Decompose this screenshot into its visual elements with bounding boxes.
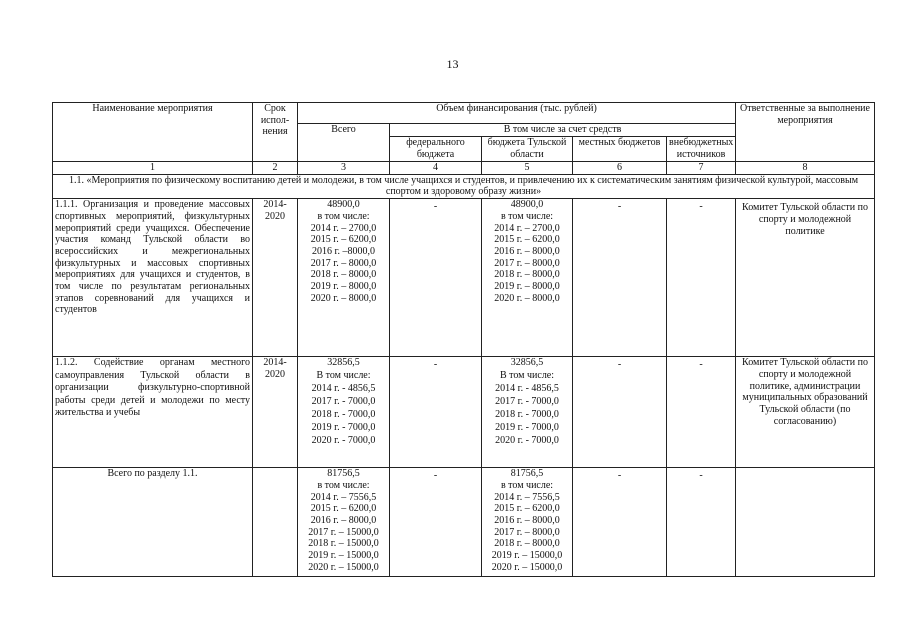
federal-cell: - — [390, 199, 482, 357]
federal-cell: - — [390, 357, 482, 468]
col-number: 2 — [253, 162, 298, 175]
amount-line: 2019 г. - 7000,0 — [311, 421, 376, 433]
header-federal: федерального бюджета — [390, 137, 482, 162]
header-regional: бюджета Тульской области — [482, 137, 573, 162]
amount-line: 2017 г. – 8000,0 — [494, 526, 560, 538]
amount-line: 2020 г. – 15000,0 — [308, 561, 379, 573]
amount-line: 2019 г. – 8000,0 — [494, 281, 560, 293]
federal-cell: - — [390, 468, 482, 577]
total-cell — [298, 357, 390, 468]
amount-line: 2014 г. – 7556,5 — [310, 491, 377, 503]
col-number: 4 — [390, 162, 482, 175]
header-including: В том числе за счет средств — [390, 124, 736, 137]
amount-line: 2020 г. – 8000,0 — [494, 292, 560, 304]
amount-line: 2015 г. – 6200,0 — [310, 234, 377, 246]
amount-line: В том числе: — [499, 370, 555, 382]
table-row — [53, 468, 875, 577]
amount-line: 2019 г. – 15000,0 — [491, 550, 563, 562]
amount-line: 2020 г. - 7000,0 — [495, 434, 559, 446]
amount-line: 2014 г. – 7556,5 — [494, 491, 560, 503]
col-number: 8 — [736, 162, 875, 175]
amount-line: 81756,5 — [327, 468, 360, 480]
section-title: 1.1. «Мероприятия по физическому воспитанию детей и молодежи, в том числе учащихся и студентов, и привлечению их к систематическим занятиям физической культурой, массовым спортом и здоровому образу жизни» — [53, 174, 875, 198]
local-cell: - — [573, 357, 667, 468]
amount-line: 2014 г. – 2700,0 — [494, 222, 560, 234]
header-volume: Объем финансирования (тыс. рублей) — [298, 103, 736, 124]
header-extra: внебюджетных источников — [667, 137, 736, 162]
section-row — [53, 174, 875, 198]
amount-line: 48900,0 — [327, 199, 360, 211]
amount-line: 2017 г. – 8000,0 — [494, 257, 560, 269]
amount-line: 2019 г. - 7000,0 — [495, 421, 559, 433]
total-cell — [298, 468, 390, 577]
col-number: 3 — [298, 162, 390, 175]
local-cell: - — [573, 199, 667, 357]
amount-line: 81756,5 — [510, 468, 544, 480]
term-cell: 2014-2020 — [253, 357, 298, 468]
amount-line: 2018 г. – 8000,0 — [494, 538, 560, 550]
col-number: 1 — [53, 162, 253, 175]
term-cell: 2014-2020 — [253, 199, 298, 357]
responsible-cell — [736, 468, 875, 577]
amount-line: в том числе: — [317, 479, 370, 491]
extra-cell: - — [667, 468, 736, 577]
table-row — [53, 357, 875, 468]
header-responsible: Ответственные за выполнение мероприятия — [736, 103, 875, 162]
amount-line: 2020 г. – 8000,0 — [310, 292, 377, 304]
amount-line: 2018 г. – 8000,0 — [494, 269, 560, 281]
total-cell — [298, 199, 390, 357]
amount-line: 2020 г. – 15000,0 — [491, 561, 563, 573]
amount-line: 2019 г. – 15000,0 — [308, 550, 379, 562]
responsible-cell: Комитет Тульской области по спорту и молодежной политике — [736, 199, 875, 357]
header-local: местных бюджетов — [573, 137, 667, 162]
header-name: Наименование мероприятия — [53, 103, 253, 162]
amount-line: 2019 г. – 8000,0 — [310, 281, 377, 293]
amount-line: 2016 г. – 8000,0 — [494, 245, 560, 257]
regional-cell — [482, 199, 573, 357]
local-cell: - — [573, 468, 667, 577]
amount-line: 2014 г. - 4856,5 — [495, 382, 559, 394]
financing-table — [52, 102, 875, 577]
column-numbers-row — [53, 162, 875, 175]
activity-name: 1.1.1. Организация и проведение массовых спортивных мероприятий, физкультурных мероприятий среди учащихся. Обеспечение участия команд Тульской области во всероссийских и межрегиональных физкультурных и массовых спортивных мероприятиях для учащихся и студентов, в том числе по результатам региональных этапов соревнований для учащихся и студентов — [53, 199, 253, 357]
extra-cell: - — [667, 357, 736, 468]
header-total: Всего — [298, 124, 390, 162]
col-number: 6 — [573, 162, 667, 175]
amount-line: 2014 г. – 2700,0 — [310, 222, 377, 234]
amount-line: 2015 г. – 6200,0 — [310, 503, 377, 515]
amount-line: 32856,5 — [327, 357, 360, 369]
amount-line: 2016 г. – 8000,0 — [310, 514, 377, 526]
amount-line: 2014 г. - 4856,5 — [311, 382, 376, 394]
page-number: 13 — [446, 57, 459, 71]
amount-line: в том числе: — [317, 210, 370, 222]
header-row-1 — [53, 103, 875, 124]
amount-line: 32856,5 — [510, 357, 544, 369]
activity-name: 1.1.2. Содействие органам местного самоуправления Тульской области в организации физкультурно-спортивной работы среди детей и молодежи по месту жительства и учебы — [53, 357, 253, 468]
amount-line: 2017 г. – 15000,0 — [308, 526, 379, 538]
amount-line: 2017 г. - 7000,0 — [311, 395, 376, 407]
responsible-cell: Комитет Тульской области по спорту и молодежной политике, администрации муниципальных образований Тульской области (по согласованию) — [736, 357, 875, 468]
term-cell — [253, 468, 298, 577]
amount-line: 2017 г. - 7000,0 — [495, 395, 559, 407]
amount-line: 2015 г. – 6200,0 — [494, 234, 560, 246]
amount-line: 48900,0 — [510, 199, 544, 211]
amount-line: 2016 г. –8000,0 — [312, 245, 375, 257]
regional-cell — [482, 468, 573, 577]
amount-line: 2015 г. – 6200,0 — [494, 503, 560, 515]
regional-cell — [482, 357, 573, 468]
amount-line: 2018 г. – 8000,0 — [310, 269, 377, 281]
col-number: 7 — [667, 162, 736, 175]
extra-cell: - — [667, 199, 736, 357]
header-term: Срок испол-нения — [253, 103, 298, 162]
table-row — [53, 199, 875, 357]
amount-line: 2018 г. - 7000,0 — [495, 408, 559, 420]
amount-line: 2020 г. - 7000,0 — [311, 434, 376, 446]
amount-line: 2018 г. – 15000,0 — [308, 538, 379, 550]
section-total-label: Всего по разделу 1.1. — [53, 468, 253, 577]
amount-line: В том числе: — [316, 370, 371, 382]
amount-line: 2016 г. – 8000,0 — [494, 514, 560, 526]
amount-line: в том числе: — [500, 210, 554, 222]
col-number: 5 — [482, 162, 573, 175]
amount-line: 2018 г. - 7000,0 — [311, 408, 376, 420]
amount-line: в том числе: — [500, 479, 554, 491]
amount-line: 2017 г. – 8000,0 — [310, 257, 377, 269]
